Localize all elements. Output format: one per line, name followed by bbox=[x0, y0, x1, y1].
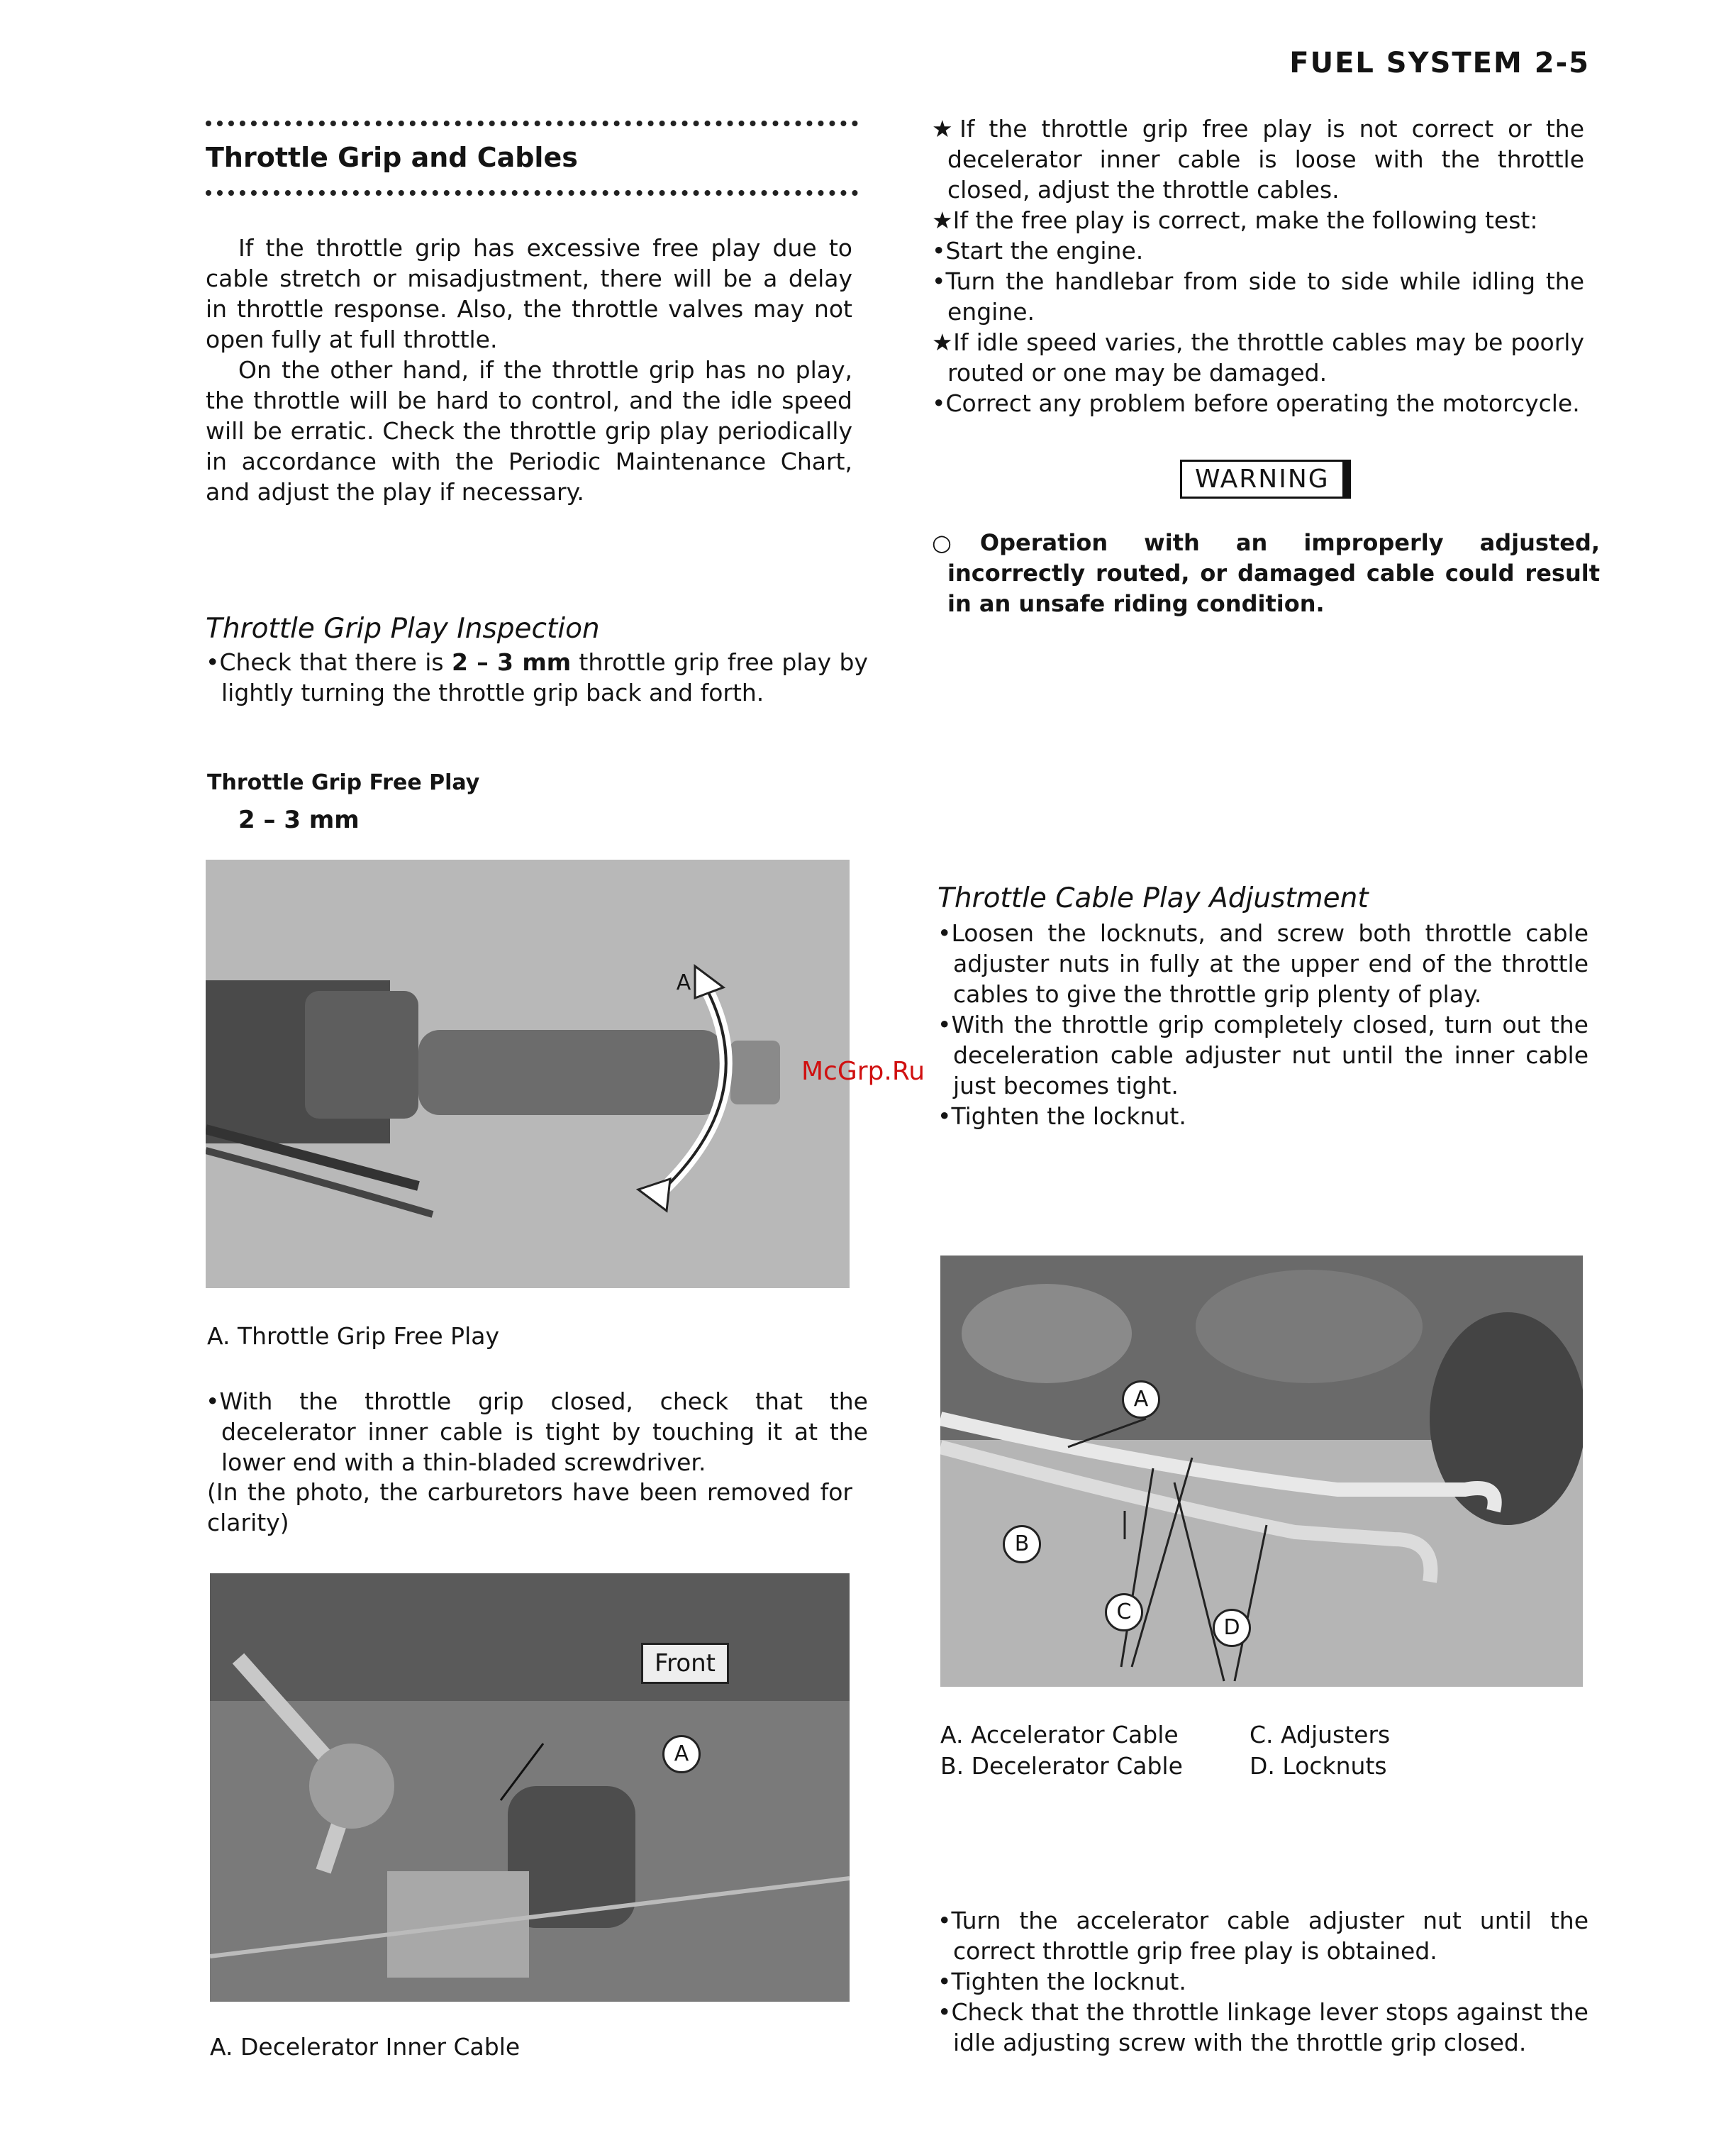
intro-paragraph-1: If the throttle grip has excessive free play due to cable stretch or misadjustment, there will be a delay in throttle response. Also, the throttle valves may not open fully at full throttle. bbox=[206, 234, 852, 353]
warning-text: Operation with an improperly adjusted, incorrectly routed, or damaged cable could result in an unsafe riding condition. bbox=[947, 529, 1601, 617]
intro-paragraph-2: On the other hand, if the throttle grip has no play, the throttle will be hard to control, and the idle speed will be erratic. Check the throttle grip play periodically in accordance with the Periodic Maintenance Chart, and adjust the play if necessary. bbox=[206, 356, 852, 506]
star-item-2: ★If the free play is correct, make the following test: bbox=[932, 206, 1538, 234]
star-item-1-text: If the throttle grip free play is not correct or the decelerator inner cable is loose with the throttle closed, adjust the throttle cables. bbox=[947, 115, 1584, 204]
adjust-title: Throttle Cable Play Adjustment bbox=[937, 882, 1369, 914]
divider-top bbox=[206, 121, 858, 126]
final-step-3: •Check that the throttle linkage lever stops against the idle adjusting screw with the throttle grip closed. bbox=[937, 1998, 1588, 2056]
final-step-1-text: Turn the accelerator cable adjuster nut until the correct throttle grip free play is obtained. bbox=[951, 1907, 1588, 1965]
inspection-title: Throttle Grip Play Inspection bbox=[206, 613, 600, 645]
cable-adjuster-illustration bbox=[940, 1256, 1583, 1687]
photo2-caption: A. Decelerator Inner Cable bbox=[210, 2033, 521, 2061]
front-label: Front bbox=[655, 1649, 716, 1678]
bullet-item-1-text: Start the engine. bbox=[945, 237, 1144, 265]
adjust-steps bbox=[937, 918, 1588, 1131]
final-step-3-text: Check that the throttle linkage lever stops against the idle adjusting screw with the throttle grip closed. bbox=[951, 1998, 1588, 2056]
adjust-step-2-text: With the throttle grip completely closed, turn out the deceleration cable adjuster nut until the inner cable just becomes tight. bbox=[951, 1011, 1588, 1099]
intro-text bbox=[206, 233, 852, 507]
closed-check-text: With the throttle grip closed, check that the decelerator inner cable is tight by touching it at the lower end with a thin-bladed screwdriver. bbox=[219, 1387, 868, 1476]
free-play-checks bbox=[932, 113, 1584, 419]
adjust-step-3: •Tighten the locknut. bbox=[937, 1102, 1186, 1130]
photo3-callout-c: C bbox=[1105, 1593, 1143, 1631]
bullet-item-1: •Start the engine. bbox=[932, 237, 1144, 265]
photo3-callout-a: A bbox=[1122, 1380, 1160, 1419]
bullet-item-2: •Turn the handlebar from side to side while idling the engine. bbox=[932, 267, 1584, 326]
photo2-callout-a: A bbox=[662, 1735, 701, 1773]
spec-label: Throttle Grip Free Play bbox=[207, 770, 480, 795]
inspection-post: throttle grip free play by lightly turning the throttle grip back and forth. bbox=[221, 648, 868, 706]
front-direction-arrow bbox=[641, 1643, 729, 1684]
final-steps bbox=[937, 1905, 1588, 2058]
photo-throttle-grip bbox=[206, 860, 850, 1288]
bullet-item-3: •Correct any problem before operating the motorcycle. bbox=[932, 389, 1580, 417]
final-step-2-text: Tighten the locknut. bbox=[951, 1968, 1186, 1995]
final-step-2: •Tighten the locknut. bbox=[937, 1968, 1186, 1995]
warning-text-block: ○Operation with an improperly adjusted, incorrectly routed, or damaged cable could result in an unsafe riding condition. bbox=[932, 529, 1601, 617]
legend-c: C. Adjusters bbox=[1250, 1721, 1391, 1748]
photo-throttle-cables bbox=[940, 1256, 1583, 1687]
photo-decelerator-cable bbox=[210, 1573, 850, 2002]
photo1-callout-a: A bbox=[676, 970, 691, 995]
page-header: FUEL SYSTEM 2-5 bbox=[1289, 47, 1590, 79]
photo1-caption: A. Throttle Grip Free Play bbox=[207, 1322, 500, 1350]
inspection-step: •Check that there is 2 – 3 mm throttle grip free play by lightly turning the throttle grip back and forth. bbox=[206, 648, 868, 706]
legend-b: B. Decelerator Cable bbox=[940, 1752, 1183, 1780]
legend-d: D. Locknuts bbox=[1250, 1752, 1387, 1780]
adjust-step-1-text: Loosen the locknuts, and screw both throttle cable adjuster nuts in fully at the upper end of the throttle cables to give the throttle grip plenty of play. bbox=[951, 919, 1588, 1008]
adjust-step-1: •Loosen the locknuts, and screw both throttle cable adjuster nuts in fully at the upper end of the throttle cables to give the throttle grip plenty of play. bbox=[937, 919, 1588, 1008]
inspection-pre: Check that there is bbox=[219, 648, 452, 676]
bullet-item-3-text: Correct any problem before operating the motorcycle. bbox=[945, 389, 1580, 417]
star-item-2-text: If the free play is correct, make the following test: bbox=[952, 206, 1538, 234]
adjust-step-3-text: Tighten the locknut. bbox=[951, 1102, 1186, 1130]
star-item-1: ★If the throttle grip free play is not correct or the decelerator inner cable is loose with the throttle closed, adjust the throttle cables. bbox=[932, 115, 1584, 204]
spec-value: 2 – 3 mm bbox=[238, 806, 360, 834]
watermark: McGrp.Ru bbox=[801, 1057, 925, 1086]
throttle-grip-illustration bbox=[206, 860, 850, 1288]
final-step-1: •Turn the accelerator cable adjuster nut until the correct throttle grip free play is obtained. bbox=[937, 1907, 1588, 1965]
adjust-step-2: •With the throttle grip completely closed, turn out the deceleration cable adjuster nut until the inner cable just becomes tight. bbox=[937, 1011, 1588, 1099]
legend-a: A. Accelerator Cable bbox=[940, 1721, 1179, 1748]
photo-note: (In the photo, the carburetors have been removed for clarity) bbox=[207, 1478, 852, 1536]
divider-bottom bbox=[206, 190, 858, 196]
star-item-3-text: If idle speed varies, the throttle cables may be poorly routed or one may be damaged. bbox=[947, 328, 1584, 387]
warning-label: WARNING bbox=[1180, 460, 1351, 499]
inspection-value: 2 – 3 mm bbox=[451, 648, 572, 676]
closed-check-step: •With the throttle grip closed, check that the decelerator inner cable is tight by touching it at the lower end with a thin-bladed screwdriver. bbox=[206, 1387, 868, 1476]
star-item-3: ★If idle speed varies, the throttle cables may be poorly routed or one may be damaged. bbox=[932, 328, 1584, 387]
carburetor-linkage-illustration bbox=[210, 1573, 850, 2002]
photo3-callout-b: B bbox=[1003, 1525, 1041, 1563]
section-title: Throttle Grip and Cables bbox=[206, 142, 578, 173]
photo3-callout-d: D bbox=[1213, 1609, 1251, 1647]
bullet-item-2-text: Turn the handlebar from side to side while idling the engine. bbox=[945, 267, 1584, 326]
